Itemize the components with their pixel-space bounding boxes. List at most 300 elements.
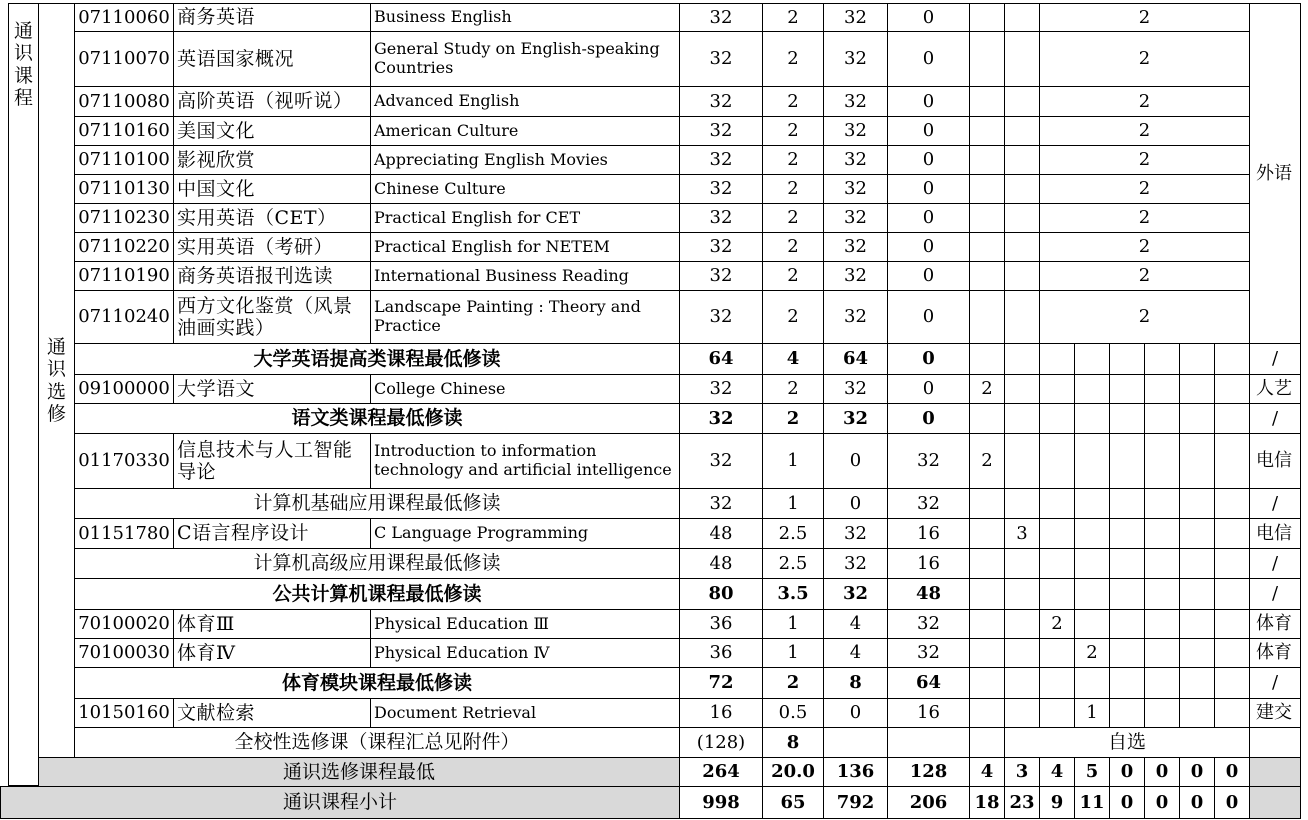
- course-name-cn: C语言程序设计: [173, 518, 371, 549]
- semester-cell: [1074, 374, 1110, 404]
- semester-cell: [1004, 609, 1040, 639]
- semester-cell: [969, 290, 1005, 344]
- semester-cell: [1004, 290, 1040, 344]
- course-hours: 32: [679, 232, 763, 262]
- course-name-cn: 体育Ⅳ: [173, 638, 371, 668]
- semester-cell: [1109, 548, 1145, 579]
- summary-semester-credits: 4: [969, 757, 1005, 787]
- semester-span: 2: [1039, 86, 1250, 117]
- semester-cell: [1179, 698, 1215, 728]
- semester-cell: [1144, 374, 1180, 404]
- summary-semester-credits: 18: [969, 786, 1005, 819]
- course-theory-hours: 0: [823, 433, 888, 489]
- semester-cell: [969, 232, 1005, 262]
- min-hours: 32: [679, 403, 763, 434]
- min-theory-hours: 32: [823, 578, 888, 610]
- min-hours: 72: [679, 667, 763, 699]
- course-name-cn: 大学语文: [173, 374, 371, 404]
- semester-cell: [1144, 667, 1180, 699]
- semester-cell: [1179, 638, 1215, 668]
- semester-cell: 2: [969, 374, 1005, 404]
- semester-cell: [1039, 638, 1075, 668]
- summary-semester-credits: 4: [1039, 757, 1075, 787]
- summary-semester-credits: 0: [1144, 757, 1180, 787]
- course-hours: 32: [679, 31, 763, 87]
- course-practice-hours: 0: [887, 116, 970, 146]
- semester-cell: [1144, 433, 1180, 489]
- minimum-requirement-label: 计算机基础应用课程最低修读: [74, 488, 680, 519]
- min-credits: 4: [762, 343, 824, 375]
- semester-cell: [969, 116, 1005, 146]
- course-practice-hours: 16: [887, 698, 970, 728]
- course-credits: 2: [762, 374, 824, 404]
- summary-semester-credits: 11: [1074, 786, 1110, 819]
- course-code: 07110070: [74, 31, 174, 87]
- course-practice-hours: 0: [887, 31, 970, 87]
- summary-label: 通识选修课程最低: [38, 757, 680, 787]
- semester-cell: [969, 698, 1005, 728]
- category-general-electives: [38, 3, 75, 758]
- course-credits: 2: [762, 174, 824, 204]
- semester-cell: [1004, 638, 1040, 668]
- summary-credits: 65: [762, 786, 824, 819]
- summary-credits: 20.0: [762, 757, 824, 787]
- semester-cell: [1109, 667, 1145, 699]
- semester-cell: [1214, 638, 1250, 668]
- summary-semester-credits: 0: [1179, 757, 1215, 787]
- course-practice-hours: 16: [887, 518, 970, 549]
- semester-cell: [1179, 488, 1215, 519]
- course-name-cn: 实用英语（CET）: [173, 203, 371, 233]
- summary-label: 通识课程小计: [0, 786, 680, 819]
- course-code: 07110060: [74, 3, 174, 32]
- course-hours: 32: [679, 433, 763, 489]
- course-practice-hours: 0: [887, 374, 970, 404]
- minimum-requirement-label: 大学英语提高类课程最低修读: [74, 343, 680, 375]
- semester-cell: [969, 3, 1005, 32]
- semester-cell: [1109, 488, 1145, 519]
- semester-cell: [1179, 433, 1215, 489]
- course-name-en: Physical Education Ⅳ: [370, 638, 680, 668]
- semester-cell: [969, 174, 1005, 204]
- course-theory-hours: 32: [823, 290, 888, 344]
- course-name-en: Appreciating English Movies: [370, 145, 680, 175]
- min-practice-hours: 48: [887, 578, 970, 610]
- min-theory-hours: 32: [823, 403, 888, 434]
- semester-cell: [1179, 609, 1215, 639]
- course-practice-hours: 0: [887, 290, 970, 344]
- course-hours: 32: [679, 145, 763, 175]
- semester-span: 2: [1039, 174, 1250, 204]
- min-practice-hours: 64: [887, 667, 970, 699]
- semester-cell: 2: [1074, 638, 1110, 668]
- summary-semester-credits: 0: [1109, 757, 1145, 787]
- course-credits: 2: [762, 3, 824, 32]
- semester-cell: [1179, 518, 1215, 549]
- course-code: 10150160: [74, 698, 174, 728]
- semester-cell: 3: [1004, 518, 1040, 549]
- course-name-en: College Chinese: [370, 374, 680, 404]
- semester-cell: [1144, 638, 1180, 668]
- semester-cell: 2: [1039, 609, 1075, 639]
- department-cell: 体育: [1249, 638, 1301, 668]
- course-code: 07110230: [74, 203, 174, 233]
- course-hours: 32: [679, 86, 763, 117]
- course-name-en: Chinese Culture: [370, 174, 680, 204]
- course-theory-hours: 32: [823, 145, 888, 175]
- minimum-requirement-label: 公共计算机课程最低修读: [74, 578, 680, 610]
- semester-span: 2: [1039, 116, 1250, 146]
- course-name-cn: 商务英语报刊选读: [173, 261, 371, 291]
- semester-cell: [969, 518, 1005, 549]
- semester-span: 2: [1039, 3, 1250, 32]
- semester-cell: [969, 343, 1005, 375]
- semester-cell: [1214, 433, 1250, 489]
- course-code: 07110220: [74, 232, 174, 262]
- semester-cell: [1109, 343, 1145, 375]
- semester-cell: [1109, 609, 1145, 639]
- semester-cell: [1109, 433, 1145, 489]
- course-credits: 2: [762, 290, 824, 344]
- course-name-cn: 实用英语（考研）: [173, 232, 371, 262]
- semester-cell: [1109, 698, 1145, 728]
- summary-theory-hours: 136: [823, 757, 888, 787]
- course-theory-hours: 32: [823, 232, 888, 262]
- semester-cell: [1074, 433, 1110, 489]
- course-hours: 16: [679, 698, 763, 728]
- course-practice-hours: 0: [887, 86, 970, 117]
- course-hours: 36: [679, 609, 763, 639]
- semester-cell: [1214, 548, 1250, 579]
- semester-cell: [969, 578, 1005, 610]
- min-credits: 2: [762, 667, 824, 699]
- category-general-courses: [8, 3, 39, 786]
- semester-cell: [1179, 667, 1215, 699]
- semester-cell: [969, 488, 1005, 519]
- semester-span: 2: [1039, 261, 1250, 291]
- semester-cell: [1004, 578, 1040, 610]
- department-cell: 建交: [1249, 698, 1301, 728]
- course-name-en: Landscape Painting : Theory and Practice: [370, 290, 680, 344]
- min-practice-hours: 0: [887, 343, 970, 375]
- course-credits: 2: [762, 232, 824, 262]
- semester-cell: [1214, 667, 1250, 699]
- category-general-courses-label: 通识课程: [13, 20, 33, 110]
- min-hours: 32: [679, 488, 763, 519]
- course-credits: 0.5: [762, 698, 824, 728]
- semester-cell: [1039, 488, 1075, 519]
- semester-cell: [969, 667, 1005, 699]
- course-code: 01170330: [74, 433, 174, 489]
- semester-span: 2: [1039, 232, 1250, 262]
- semester-cell: [1109, 638, 1145, 668]
- course-credits: 1: [762, 609, 824, 639]
- semester-cell: [1214, 488, 1250, 519]
- semester-cell: [1144, 698, 1180, 728]
- course-name-en: Physical Education Ⅲ: [370, 609, 680, 639]
- course-practice-hours: 32: [887, 638, 970, 668]
- semester-cell: [1144, 403, 1180, 434]
- table-cell: [823, 727, 888, 758]
- table-cell: [887, 727, 970, 758]
- course-theory-hours: 4: [823, 638, 888, 668]
- semester-cell: [1179, 548, 1215, 579]
- semester-cell: [1004, 31, 1040, 87]
- semester-span: 2: [1039, 290, 1250, 344]
- course-practice-hours: 32: [887, 433, 970, 489]
- course-code: 07110240: [74, 290, 174, 344]
- semester-cell: [1039, 343, 1075, 375]
- semester-cell: [1179, 578, 1215, 610]
- course-code: 07110130: [74, 174, 174, 204]
- semester-cell: [1004, 116, 1040, 146]
- course-hours: 48: [679, 518, 763, 549]
- course-name-en: Document Retrieval: [370, 698, 680, 728]
- summary-theory-hours: 792: [823, 786, 888, 819]
- semester-cell: [969, 145, 1005, 175]
- min-hours: 48: [679, 548, 763, 579]
- course-name-cn: 高阶英语（视听说）: [173, 86, 371, 117]
- semester-cell: [1214, 609, 1250, 639]
- summary-practice-hours: 206: [887, 786, 970, 819]
- summary-semester-credits: 0: [1214, 786, 1250, 819]
- semester-cell: [1004, 232, 1040, 262]
- summary-semester-credits: 0: [1109, 786, 1145, 819]
- semester-cell: [1144, 609, 1180, 639]
- course-credits: 2: [762, 116, 824, 146]
- semester-cell: [1074, 548, 1110, 579]
- department-cell: [1249, 786, 1301, 819]
- department-cell: 体育: [1249, 609, 1301, 639]
- school-elective-credits: 8: [762, 727, 824, 758]
- min-credits: 1: [762, 488, 824, 519]
- course-code: 09100000: [74, 374, 174, 404]
- course-credits: 2.5: [762, 518, 824, 549]
- semester-cell: [1074, 518, 1110, 549]
- course-code: 07110160: [74, 116, 174, 146]
- summary-semester-credits: 9: [1039, 786, 1075, 819]
- course-code: 01151780: [74, 518, 174, 549]
- course-name-en: Business English: [370, 3, 680, 32]
- school-elective-hours: (128): [679, 727, 763, 758]
- summary-semester-credits: 0: [1144, 786, 1180, 819]
- semester-cell: [1004, 3, 1040, 32]
- semester-cell: [1074, 609, 1110, 639]
- semester-cell: [1144, 578, 1180, 610]
- semester-cell: [1039, 548, 1075, 579]
- semester-cell: [969, 609, 1005, 639]
- semester-cell: [969, 261, 1005, 291]
- semester-cell: [1004, 374, 1040, 404]
- course-theory-hours: 32: [823, 261, 888, 291]
- department-cell: /: [1249, 488, 1301, 519]
- semester-cell: 1: [1074, 698, 1110, 728]
- course-name-cn: 文献检索: [173, 698, 371, 728]
- semester-cell: [1004, 86, 1040, 117]
- summary-semester-credits: 3: [1004, 757, 1040, 787]
- semester-cell: [1074, 343, 1110, 375]
- course-hours: 32: [679, 174, 763, 204]
- course-name-en: Introduction to information technology and artificial intelligence: [370, 433, 680, 489]
- department-cell: 电信: [1249, 518, 1301, 549]
- course-theory-hours: 32: [823, 174, 888, 204]
- semester-cell: [1004, 403, 1040, 434]
- semester-cell: [1214, 518, 1250, 549]
- course-practice-hours: 0: [887, 261, 970, 291]
- course-theory-hours: 32: [823, 518, 888, 549]
- semester-cell: [1039, 433, 1075, 489]
- department-foreign-languages: 外语: [1249, 3, 1301, 344]
- min-credits: 2.5: [762, 548, 824, 579]
- semester-cell: [1179, 343, 1215, 375]
- course-practice-hours: 32: [887, 609, 970, 639]
- course-hours: 32: [679, 261, 763, 291]
- course-theory-hours: 4: [823, 609, 888, 639]
- semester-cell: [1214, 578, 1250, 610]
- course-name-en: Practical English for NETEM: [370, 232, 680, 262]
- course-name-cn: 体育Ⅲ: [173, 609, 371, 639]
- semester-cell: [1214, 403, 1250, 434]
- course-practice-hours: 0: [887, 3, 970, 32]
- semester-cell: [969, 86, 1005, 117]
- course-theory-hours: 32: [823, 3, 888, 32]
- semester-span: 2: [1039, 203, 1250, 233]
- semester-cell: [1074, 403, 1110, 434]
- course-practice-hours: 0: [887, 174, 970, 204]
- semester-cell: [1144, 488, 1180, 519]
- course-theory-hours: 32: [823, 116, 888, 146]
- min-theory-hours: 8: [823, 667, 888, 699]
- min-credits: 3.5: [762, 578, 824, 610]
- course-credits: 2: [762, 203, 824, 233]
- course-hours: 32: [679, 374, 763, 404]
- semester-cell: [969, 727, 1005, 758]
- course-name-cn: 美国文化: [173, 116, 371, 146]
- department-cell: /: [1249, 578, 1301, 610]
- course-hours: 32: [679, 116, 763, 146]
- course-hours: 32: [679, 3, 763, 32]
- course-hours: 36: [679, 638, 763, 668]
- course-hours: 32: [679, 203, 763, 233]
- summary-semester-credits: 0: [1214, 757, 1250, 787]
- semester-cell: [1004, 698, 1040, 728]
- semester-cell: [1004, 145, 1040, 175]
- course-name-cn: 影视欣赏: [173, 145, 371, 175]
- semester-cell: [1074, 578, 1110, 610]
- semester-cell: [1109, 518, 1145, 549]
- semester-cell: [1004, 488, 1040, 519]
- course-name-cn: 商务英语: [173, 3, 371, 32]
- min-practice-hours: 32: [887, 488, 970, 519]
- semester-cell: [1074, 488, 1110, 519]
- semester-cell: [1039, 374, 1075, 404]
- course-name-cn: 英语国家概况: [173, 31, 371, 87]
- course-theory-hours: 32: [823, 31, 888, 87]
- course-practice-hours: 0: [887, 145, 970, 175]
- min-theory-hours: 0: [823, 488, 888, 519]
- minimum-requirement-label: 语文类课程最低修读: [74, 403, 680, 434]
- minimum-requirement-label: 体育模块课程最低修读: [74, 667, 680, 699]
- course-practice-hours: 0: [887, 203, 970, 233]
- semester-cell: [1214, 374, 1250, 404]
- semester-cell: [1109, 578, 1145, 610]
- min-practice-hours: 0: [887, 403, 970, 434]
- min-hours: 80: [679, 578, 763, 610]
- semester-cell: [1039, 578, 1075, 610]
- semester-cell: [969, 548, 1005, 579]
- course-code: 07110190: [74, 261, 174, 291]
- course-credits: 2: [762, 145, 824, 175]
- course-credits: 2: [762, 31, 824, 87]
- school-elective-label: 全校性选修课（课程汇总见附件）: [74, 727, 680, 758]
- semester-cell: [1004, 548, 1040, 579]
- course-credits: 2: [762, 261, 824, 291]
- semester-cell: [1179, 403, 1215, 434]
- semester-cell: [1004, 261, 1040, 291]
- course-theory-hours: 32: [823, 203, 888, 233]
- department-cell: [1249, 727, 1301, 758]
- semester-cell: [1144, 518, 1180, 549]
- semester-cell: [1074, 667, 1110, 699]
- summary-semester-credits: 0: [1179, 786, 1215, 819]
- semester-cell: [969, 203, 1005, 233]
- semester-cell: 2: [969, 433, 1005, 489]
- semester-cell: [969, 403, 1005, 434]
- semester-cell: [1004, 667, 1040, 699]
- min-hours: 64: [679, 343, 763, 375]
- course-theory-hours: 32: [823, 86, 888, 117]
- semester-cell: [969, 638, 1005, 668]
- semester-cell: [1179, 374, 1215, 404]
- department-cell: /: [1249, 667, 1301, 699]
- course-name-en: General Study on English-speaking Countries: [370, 31, 680, 87]
- course-practice-hours: 0: [887, 232, 970, 262]
- minimum-requirement-label: 计算机高级应用课程最低修读: [74, 548, 680, 579]
- semester-cell: [1039, 698, 1075, 728]
- summary-practice-hours: 128: [887, 757, 970, 787]
- course-code: 07110080: [74, 86, 174, 117]
- min-credits: 2: [762, 403, 824, 434]
- category-general-electives-label: 通识选修: [46, 335, 66, 425]
- min-theory-hours: 64: [823, 343, 888, 375]
- course-name-en: Advanced English: [370, 86, 680, 117]
- course-credits: 1: [762, 433, 824, 489]
- semester-cell: [1214, 343, 1250, 375]
- department-cell: 人艺: [1249, 374, 1301, 404]
- course-hours: 32: [679, 290, 763, 344]
- course-code: 07110100: [74, 145, 174, 175]
- department-cell: 电信: [1249, 433, 1301, 489]
- course-name-en: International Business Reading: [370, 261, 680, 291]
- course-name-en: American Culture: [370, 116, 680, 146]
- semester-cell: [1039, 403, 1075, 434]
- semester-cell: [1004, 343, 1040, 375]
- semester-cell: [969, 31, 1005, 87]
- course-theory-hours: 32: [823, 374, 888, 404]
- min-theory-hours: 32: [823, 548, 888, 579]
- semester-cell: [1214, 698, 1250, 728]
- summary-semester-credits: 5: [1074, 757, 1110, 787]
- course-name-cn: 信息技术与人工智能导论: [173, 433, 371, 489]
- course-name-cn: 中国文化: [173, 174, 371, 204]
- semester-cell: [1039, 518, 1075, 549]
- course-name-en: Practical English for CET: [370, 203, 680, 233]
- summary-hours: 998: [679, 786, 763, 819]
- course-name-en: C Language Programming: [370, 518, 680, 549]
- course-code: 70100030: [74, 638, 174, 668]
- semester-cell: [1109, 374, 1145, 404]
- course-theory-hours: 0: [823, 698, 888, 728]
